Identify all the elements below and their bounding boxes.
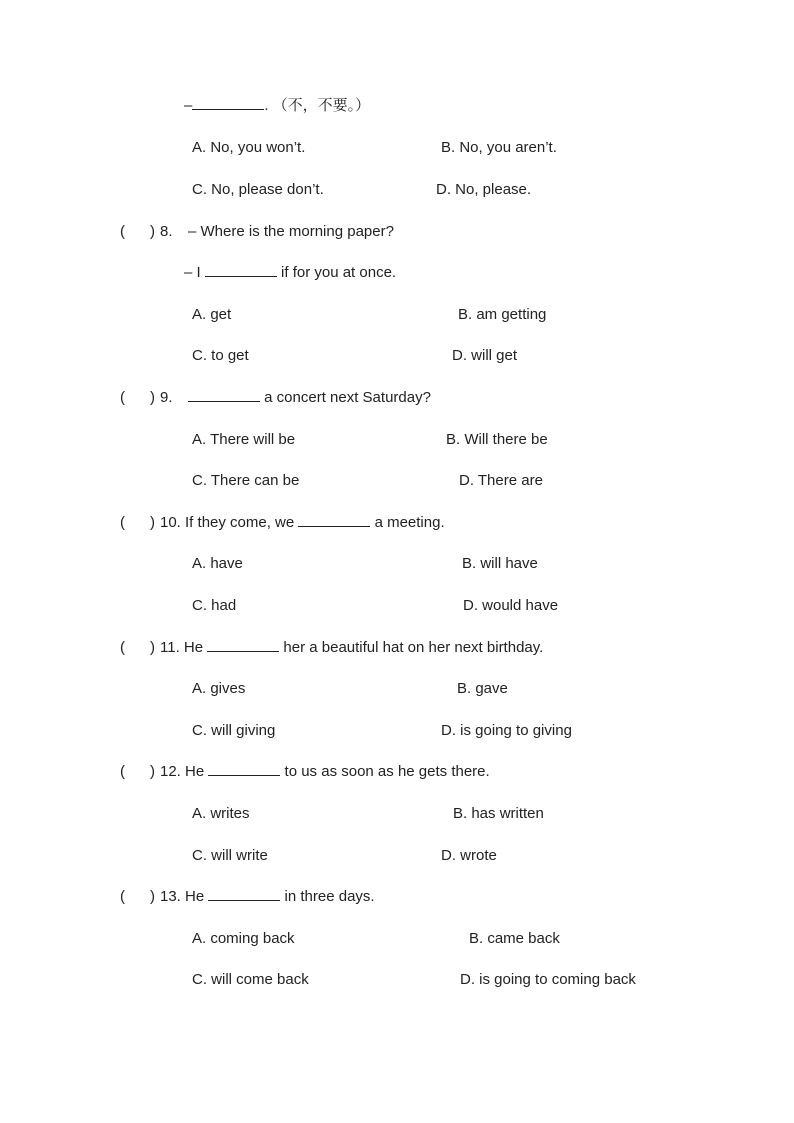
q10-stem-after: a meeting.: [370, 514, 445, 531]
q12-stem-after: to us as soon as he gets there.: [280, 763, 490, 780]
q8-number: 8.: [160, 223, 173, 240]
q12-option-b: B. has written: [453, 805, 544, 822]
q10-option-b: B. will have: [462, 555, 538, 572]
q8-answer-line: [184, 264, 396, 282]
q9-option-d: D. There are: [459, 472, 543, 489]
q7-option-b: B. No, you aren’t.: [441, 139, 557, 156]
q9-option-a: A. There will be: [192, 431, 296, 448]
q12-answer-blank: [208, 763, 280, 776]
q8-option-d: D. will get: [452, 347, 518, 364]
q13-answer-blank: [208, 888, 280, 901]
q7-answer-prefix: –: [184, 97, 193, 114]
q9-answer-blank: [188, 389, 260, 402]
q7-answer-blank: [192, 97, 264, 110]
q11-answer-paren: ( ): [120, 639, 155, 656]
q9-stem: [188, 389, 431, 407]
q11-stem: [160, 639, 543, 657]
q13-answer-paren: ( ): [120, 888, 155, 905]
q10-option-d: D. would have: [463, 597, 559, 614]
q13-option-d: D. is going to coming back: [460, 971, 636, 988]
q12-stem-before: 12. He: [160, 763, 209, 780]
q11-stem-after: her a beautiful hat on her next birthday.: [279, 639, 544, 656]
q10-option-a: A. have: [192, 555, 243, 572]
q11-stem-before: 11. He: [160, 639, 208, 656]
q9-option-b: B. Will there be: [446, 431, 548, 448]
q13-option-c: C. will come back: [192, 971, 309, 988]
q10-answer-blank: [298, 514, 370, 527]
q7-answer-line: [184, 97, 370, 115]
q7-option-a: A. No, you won’t.: [192, 139, 306, 156]
q8-answer-suffix: if for you at once.: [276, 264, 397, 281]
q13-stem-before: 13. He: [160, 888, 209, 905]
q9-answer-paren: ( ): [120, 389, 155, 406]
q12-answer-paren: ( ): [120, 763, 155, 780]
q12-option-d: D. wrote: [441, 847, 497, 864]
q10-option-c: C. had: [192, 597, 237, 614]
q8-answer-prefix: – I: [184, 264, 205, 281]
q8-stem: – Where is the morning paper?: [188, 223, 394, 240]
q8-option-c: C. to get: [192, 347, 249, 364]
q13-stem: [160, 888, 375, 906]
q12-option-a: A. writes: [192, 805, 250, 822]
q13-stem-after: in three days.: [280, 888, 375, 905]
q8-answer-blank: [205, 264, 277, 277]
q7-answer-suffix: . （不，不要。）: [264, 97, 371, 114]
q11-option-c: C. will giving: [192, 722, 276, 739]
q7-option-c: C. No, please don’t.: [192, 181, 324, 198]
q11-option-a: A. gives: [192, 680, 246, 697]
q9-stem-after: a concert next Saturday?: [260, 389, 431, 406]
q11-option-b: B. gave: [457, 680, 508, 697]
q12-option-c: C. will write: [192, 847, 268, 864]
q7-option-d: D. No, please.: [436, 181, 532, 198]
q8-option-b: B. am getting: [458, 306, 547, 323]
q9-option-c: C. There can be: [192, 472, 300, 489]
q13-option-b: B. came back: [469, 930, 560, 947]
q10-stem: [160, 514, 445, 532]
q8-option-a: A. get: [192, 306, 232, 323]
q10-stem-before: 10. If they come, we: [160, 514, 299, 531]
q8-answer-paren: ( ): [120, 223, 155, 240]
q11-answer-blank: [207, 639, 279, 652]
q11-option-d: D. is going to giving: [441, 722, 572, 739]
q10-answer-paren: ( ): [120, 514, 155, 531]
q9-number: 9.: [160, 389, 173, 406]
q12-stem: [160, 763, 490, 781]
q13-option-a: A. coming back: [192, 930, 295, 947]
